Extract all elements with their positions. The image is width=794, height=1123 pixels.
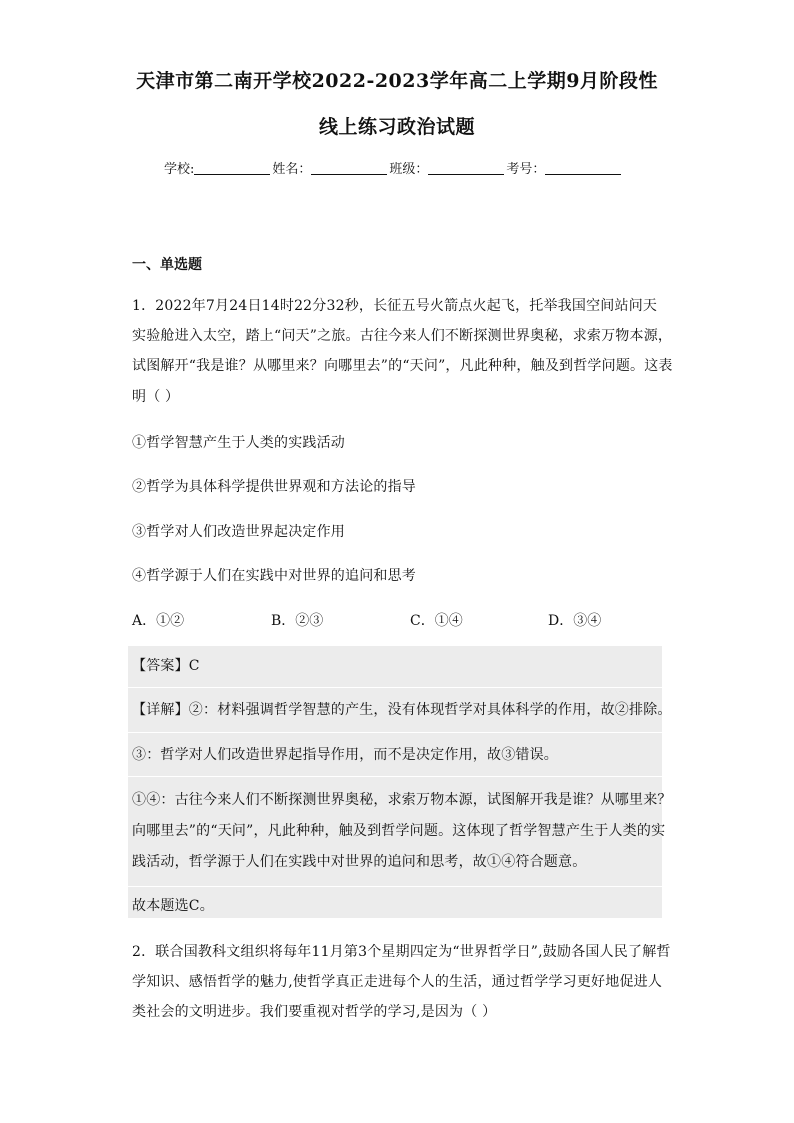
q2-stem-line: 类社会的文明进步。我们要重视对哲学的学习,是因为（ ）: [132, 1004, 497, 1020]
q1-answer: 【答案】C: [132, 658, 200, 674]
exam-title-line2: 线上练习政治试题: [318, 116, 475, 138]
q1-stem-line: 1．2022年7月24日14时22分32秒，长征五号火箭点火起飞，托举我国空间站问天: [132, 298, 658, 314]
name-label: 姓名：: [272, 162, 312, 177]
q1-stem-line: 试图解开“我是谁？从哪里来？向哪里去”的“天问”，凡此种种，触及到哲学问题。这表: [132, 358, 673, 374]
q1-statement-3: ③哲学对人们改造世界起决定作用: [132, 524, 345, 540]
q1-analysis-line: 践活动，哲学源于人们在实践中对世界的追问和思考，故①④符合题意。: [132, 854, 587, 870]
q1-analysis-line: ①④：古往今来人们不断探测世界奥秘，求索万物本源，试图解开我是谁？从哪里来？: [132, 792, 672, 808]
section-title: 一、单选题: [132, 257, 202, 273]
q1-stem-line: 实验舱进入太空，踏上“问天”之旅。古往今来人们不断探测世界奥秘，求索万物本源，: [132, 328, 673, 344]
school-label: 学校:: [164, 162, 195, 177]
q1-option-c[interactable]: C．①④: [410, 613, 463, 629]
q1-stem-line: 明（ ）: [132, 389, 180, 405]
q1-conclusion: 故本题选C。: [132, 898, 214, 914]
q1-option-a[interactable]: A．①②: [132, 613, 185, 629]
answer-divider: [128, 886, 662, 887]
q2-stem-line: 学知识、感悟哲学的魅力,使哲学真正走进每个人的生活，通过哲学学习更好地促进人: [132, 974, 663, 990]
exam-title-line1: 天津市第二南开学校2022-2023学年高二上学期9月阶段性: [136, 70, 658, 92]
student-info-row: [164, 158, 623, 177]
q1-statement-4: ④哲学源于人们在实践中对世界的追问和思考: [132, 568, 416, 584]
q1-option-d[interactable]: D．③④: [548, 613, 602, 629]
exam-number-label: 考号：: [506, 162, 546, 177]
q1-analysis-line: 【详解】②：材料强调哲学智慧的产生，没有体现哲学对具体科学的作用，故②排除。: [132, 702, 672, 718]
q1-analysis-line: 向哪里去”的“天问”，凡此种种，触及到哲学问题。这体现了哲学智慧产生于人类的实: [132, 823, 666, 839]
q2-stem-line: 2．联合国教科文组织将每年11月第3个星期四定为“世界哲学日”,鼓励各国人民了解哲: [132, 944, 671, 960]
q1-option-b[interactable]: B．②③: [271, 613, 324, 629]
q1-analysis-line: ③：哲学对人们改造世界起指导作用，而不是决定作用，故③错误。: [132, 747, 558, 763]
q1-statement-2: ②哲学为具体科学提供世界观和方法论的指导: [132, 479, 416, 495]
class-blank[interactable]: [428, 162, 504, 175]
exam-number-blank[interactable]: [545, 162, 621, 175]
answer-divider: [128, 687, 662, 688]
name-blank[interactable]: [311, 162, 387, 175]
school-blank[interactable]: [194, 162, 270, 175]
answer-divider: [128, 732, 662, 733]
answer-divider: [128, 776, 662, 777]
class-label: 班级：: [389, 162, 429, 177]
q1-statement-1: ①哲学智慧产生于人类的实践活动: [132, 435, 345, 451]
